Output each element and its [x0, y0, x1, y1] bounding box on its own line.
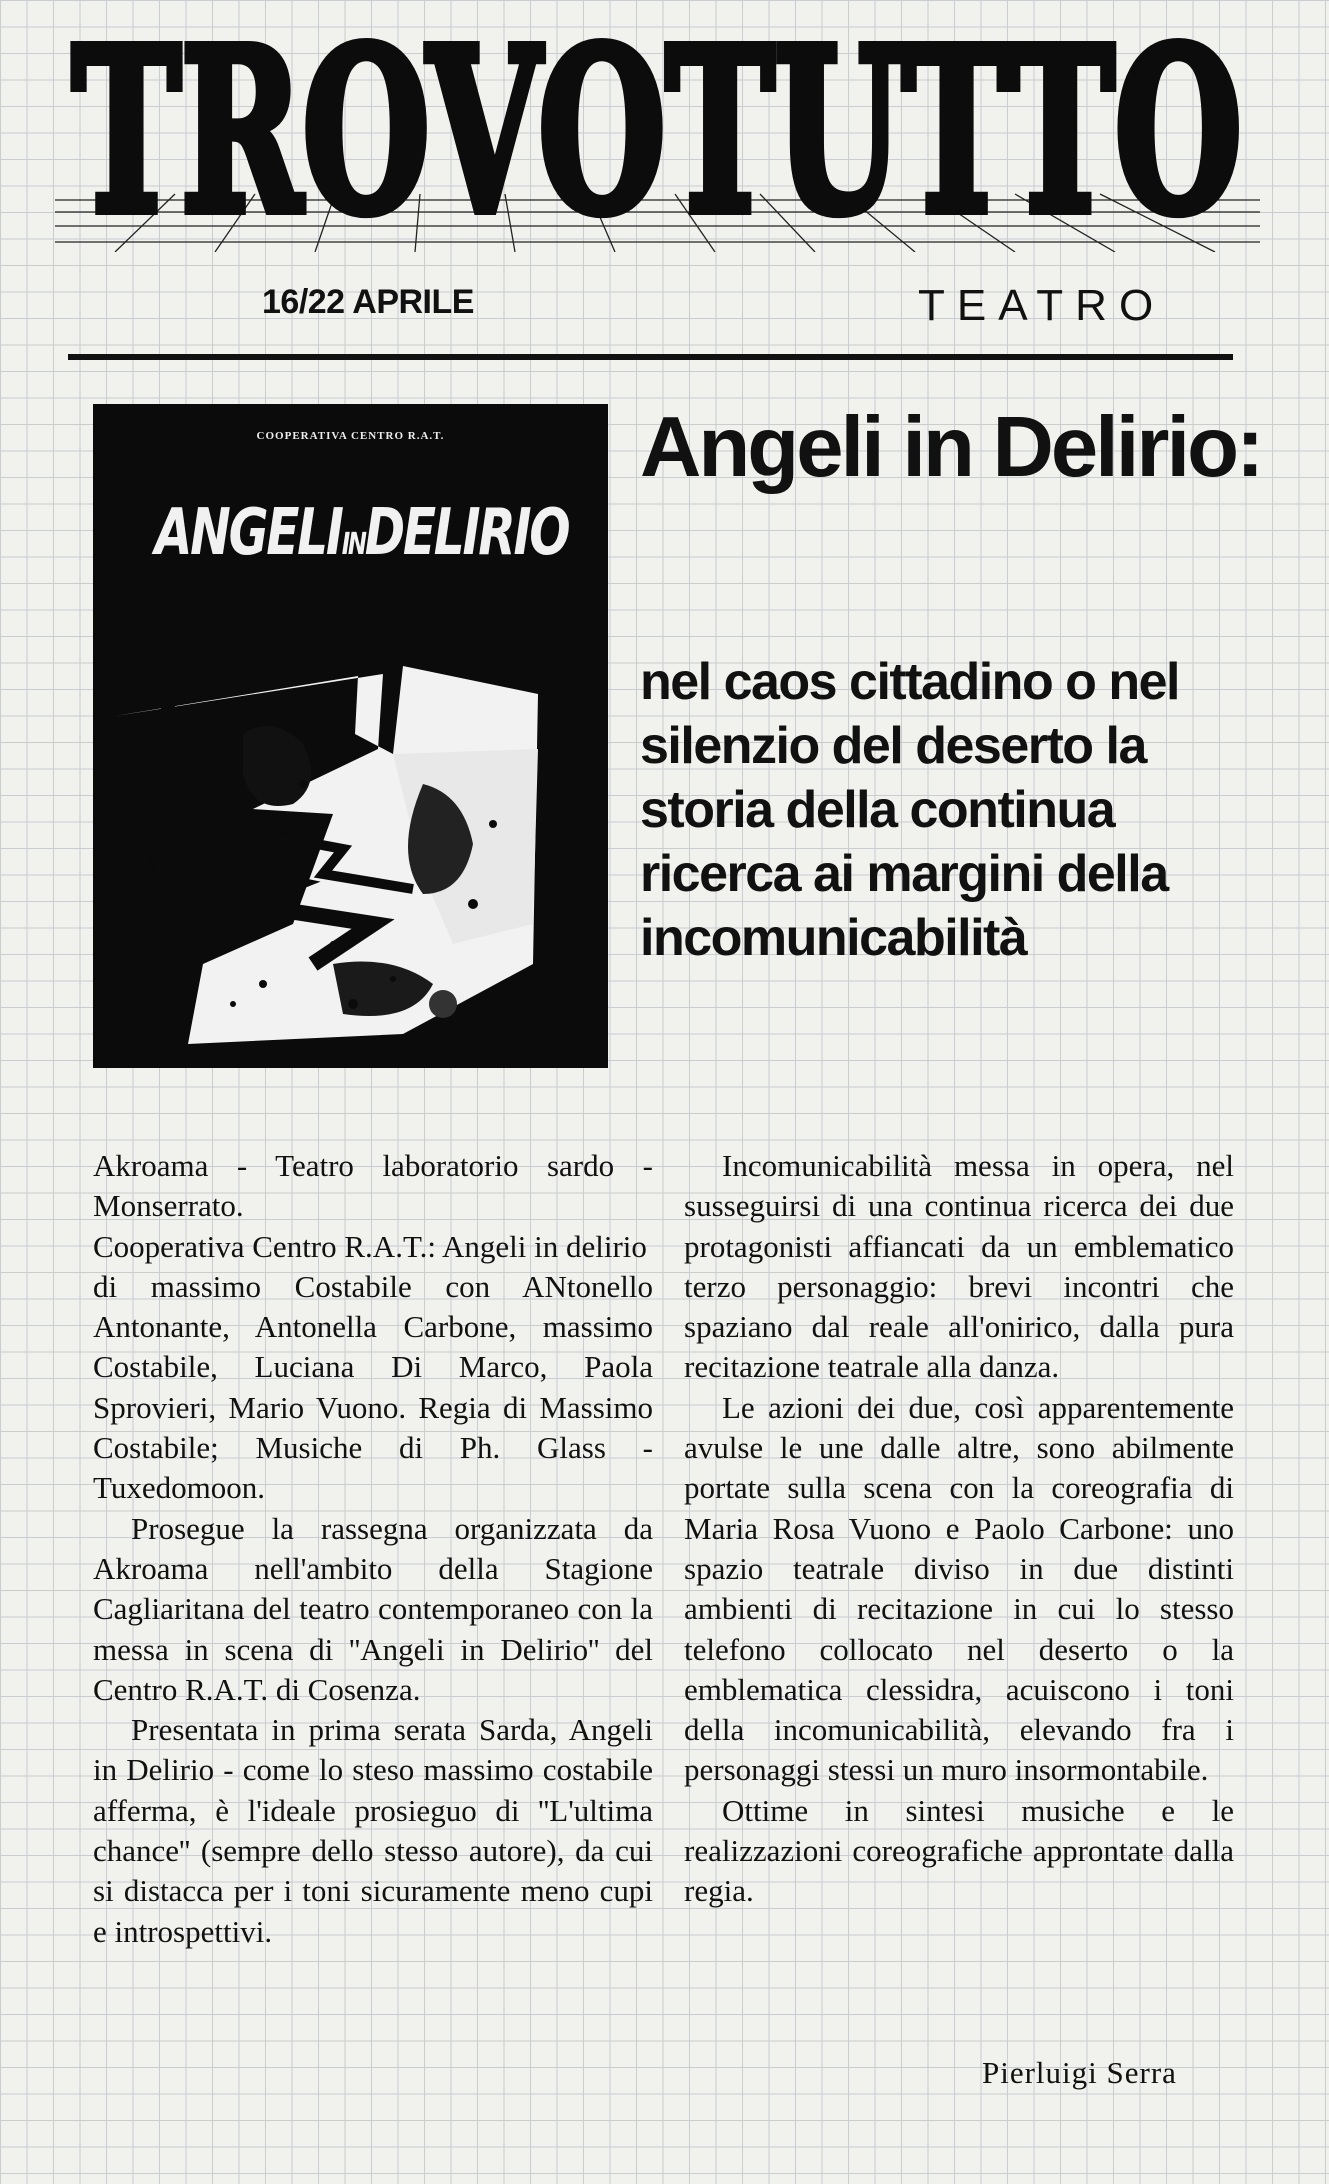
article-paragraph: Ottime in sintesi musiche e le realizzazioni coreografiche approntate dalla regia.: [684, 1792, 1234, 1909]
poster-organization: COOPERATIVA CENTRO R.A.T.: [256, 430, 445, 442]
subheadline: nel caos cittadino o nel silenzio del deserto la storia della continua ricerca ai margini della incomunicabilità: [640, 653, 1179, 967]
poster-image: [93, 404, 608, 1068]
author-signature: Pierluigi Serra: [982, 2055, 1177, 2090]
credits-venue: Akroama - Teatro laboratorio sardo - Monserrato.: [93, 1148, 653, 1224]
article-paragraph: Le azioni dei due, così apparentemente avulse le une dalle altre, sono abilmente portate sulla scena con la coreografia di Maria Rosa Vuono e Paolo Carbone: uno spazio teatrale diviso in due distinti ambienti di recitazione in cui lo stesso telefono collocato nel deserto o la emblematica clessidra, acuiscono i toni della incomunicabilità, elevando fra i personaggi stessi un muro insormontabile.: [684, 1389, 1234, 1788]
poster-title-part3: DELIRIO: [364, 496, 569, 570]
section-label: TEATRO: [918, 281, 1166, 330]
article-paragraph: Prosegue la rassegna organizzata da Akroama nell'ambito della Stagione Cagliaritana del teatro contemporaneo con la messa in scena di ''Angeli in Delirio'' del Centro R.A.T. di Cosenza.: [93, 1510, 653, 1707]
article-column-left: [93, 1146, 653, 1952]
article-paragraph: Presentata in prima serata Sarda, Angeli in Delirio - come lo steso massimo costabile afferma, è l'ideale prosieguo di ''L'ultima chance'' (sempre dello stesso autore), da cui si distacca per i toni sicuramente meno cupi e introspettivi.: [93, 1712, 653, 1949]
article-column-right: [684, 1146, 1234, 1912]
masthead-title: TROVOTUTTO: [72, 22, 1242, 252]
issue-date: 16/22 APRILE: [262, 283, 474, 321]
poster-title-part1: ANGELI: [154, 496, 342, 570]
poster-title-part2: IN: [341, 527, 365, 562]
credits-production: Cooperativa Centro R.A.T.: Angeli in delirio: [93, 1228, 647, 1264]
masthead-logo: [55, 22, 1260, 252]
credits-cast: di massimo Costabile con ANtonello Antonante, Antonella Carbone, massimo Costabile, Luciana Di Marco, Paola Sprovieri, Mario Vuono. Regia di Massimo Costabile; Musiche di Ph. Glass - Tuxedomoon.: [93, 1268, 653, 1506]
headline: Angeli in Delirio:: [640, 400, 1262, 495]
poster-title: [154, 496, 569, 570]
article-paragraph: Incomunicabilità messa in opera, nel susseguirsi di una continua ricerca dei due protagonisti affiancati da un emblematico terzo personaggio: brevi incontri che spaziano dal reale all'onirico, dalla pura recitazione teatrale alla danza.: [684, 1148, 1234, 1385]
header-rule: [68, 354, 1233, 360]
